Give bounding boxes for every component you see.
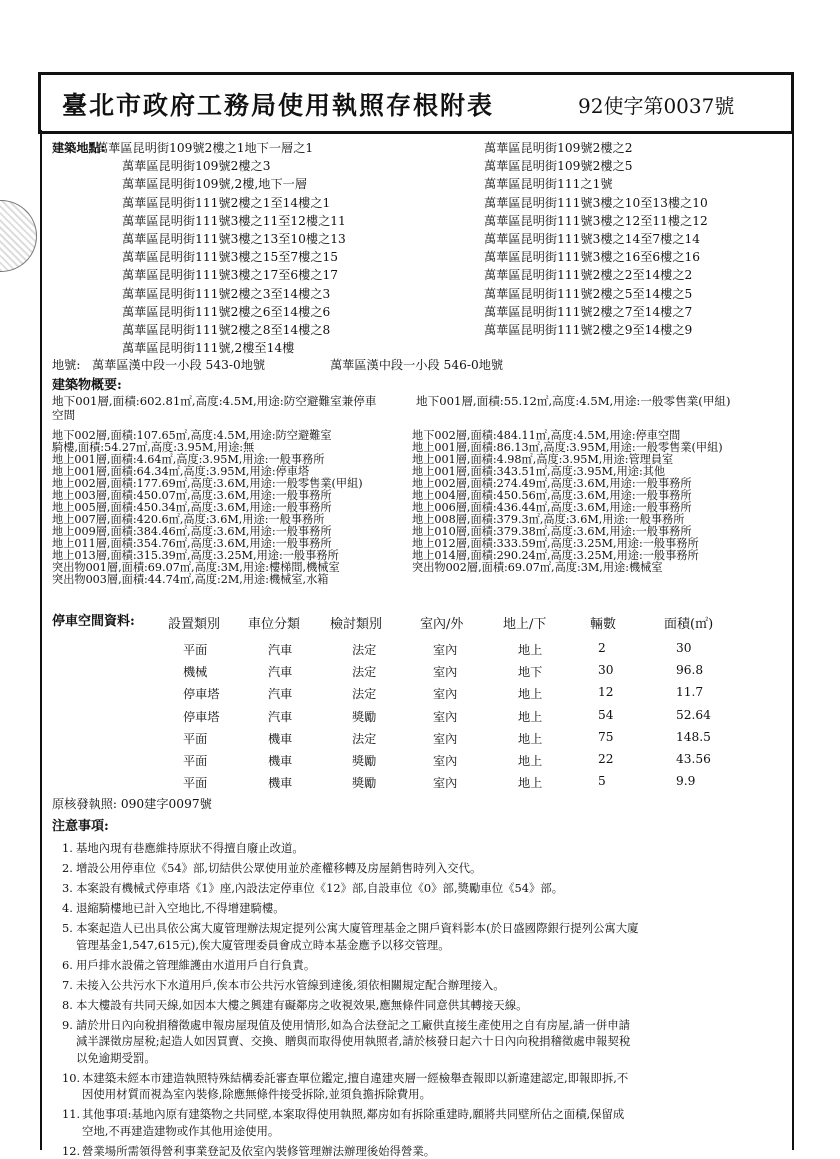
note-text-line: 其他事項:基地內原有建築物之共同壁,本案取得使用執照,鄰房如有拆除重建時,願將共同壁所佔之面積,保留成 bbox=[82, 1106, 624, 1123]
parking-cell: 2 bbox=[598, 641, 606, 655]
building-floor-entry: 地上003層,面積:450.07㎡,高度:3.6M,用途:一般事務所 bbox=[52, 490, 332, 501]
parking-cell: 96.8 bbox=[676, 663, 703, 677]
site-address: 萬華區昆明街111號3樓之11至12樓之11 bbox=[122, 212, 346, 230]
site-address: 萬華區昆明街111號3樓之10至13樓之10 bbox=[484, 194, 708, 212]
building-floor-first-left: 地下001層,面積:602.81㎡,高度:4.5M,用途:防空避難室兼停車 bbox=[52, 396, 376, 407]
parking-cell: 148.5 bbox=[676, 730, 711, 744]
note-text-line: 退縮騎樓地已計入空地比,不得增建騎樓。 bbox=[76, 900, 285, 917]
note-number: 6. bbox=[62, 957, 73, 974]
parking-cell: 停車塔 bbox=[183, 708, 220, 725]
parking-cell: 室內 bbox=[433, 663, 457, 680]
building-floor-entry: 地上013層,面積:315.39㎡,高度:3.25M,用途:一般事務所 bbox=[52, 550, 339, 561]
building-summary-label: 建築物概要: bbox=[52, 377, 122, 395]
parking-cell: 52.64 bbox=[676, 708, 711, 722]
site-address: 萬華區昆明街111號3樓之17至6樓之17 bbox=[122, 266, 338, 284]
parking-cell: 獎勵 bbox=[352, 752, 376, 769]
document-title: 臺北市政府工務局使用執照存根附表 bbox=[62, 86, 494, 122]
parking-cell: 室內 bbox=[433, 708, 457, 725]
site-address: 萬華區昆明街111號2樓之1至14樓之1 bbox=[122, 194, 330, 212]
building-floor-entry: 地下002層,面積:107.65㎡,高度:4.5M,用途:防空避難室 bbox=[52, 430, 332, 441]
note-text-line: 增設公用停車位《54》部,切結供公眾使用並於產權移轉及房屋銷售時列入交代。 bbox=[76, 860, 481, 877]
note-text-line: 以免逾期受罰。 bbox=[76, 1050, 156, 1067]
building-floor-entry: 地上001層,面積:4.64㎡,高度:3.95M,用途:一般事務所 bbox=[52, 454, 324, 465]
note-text-line: 本大樓設有共同天線,如因本大樓之興建有礙鄰房之收視效果,應無條件同意供其轉接天線。 bbox=[76, 997, 527, 1014]
site-address: 萬華區昆明街111號2樓之5至14樓之5 bbox=[484, 285, 692, 303]
parking-cell: 11.7 bbox=[676, 685, 703, 699]
original-permit: 原核發執照: 090建字0097號 bbox=[52, 795, 212, 813]
parking-cell: 室內 bbox=[433, 774, 457, 791]
parking-cell: 獎勵 bbox=[352, 708, 376, 725]
site-label: 建築地點: bbox=[52, 139, 105, 157]
title-box bbox=[38, 72, 794, 134]
lot-number-a: 萬華區漢中段一小段 543-0地號 bbox=[92, 356, 265, 374]
site-address: 萬華區昆明街109號2樓之5 bbox=[484, 157, 632, 175]
site-address: 萬華區昆明街111號2樓之2至14樓之2 bbox=[484, 266, 692, 284]
parking-cell: 平面 bbox=[183, 774, 207, 791]
parking-header-cell: 檢討類別 bbox=[330, 613, 382, 632]
parking-cell: 地上 bbox=[518, 708, 542, 725]
building-floor-entry: 地上007層,面積:420.6㎡,高度:3.6M,用途:一般事務所 bbox=[52, 514, 324, 525]
lot-number-b: 萬華區漢中段一小段 546-0地號 bbox=[330, 356, 503, 374]
parking-cell: 43.56 bbox=[676, 752, 711, 766]
site-address: 萬華區昆明街111號2樓之7至14樓之7 bbox=[484, 303, 692, 321]
note-text-line: 本案設有機械式停車塔《1》座,內設法定停車位《12》部,自設車位《0》部,獎勵車位《54》部。 bbox=[76, 880, 563, 897]
parking-header-cell: 車位分類 bbox=[248, 613, 300, 632]
note-text-line: 減半課徵房屋稅;起造人如因買賣、交換、贈與而取得使用執照者,請於核發日起六十日內向稅捐稽徵處申報契稅 bbox=[76, 1033, 630, 1050]
parking-cell: 法定 bbox=[352, 663, 376, 680]
parking-cell: 地上 bbox=[518, 774, 542, 791]
note-number: 1. bbox=[62, 840, 73, 857]
building-floor-first-left-cont: 空間 bbox=[52, 410, 75, 421]
parking-cell: 地下 bbox=[518, 663, 542, 680]
parking-header-cell: 設置類別 bbox=[168, 613, 220, 632]
building-floor-entry: 地上011層,面積:354.76㎡,高度:3.6M,用途:一般事務所 bbox=[52, 538, 332, 549]
site-address: 萬華區昆明街111號2樓之9至14樓之9 bbox=[484, 321, 692, 339]
building-floor-entry: 地上009層,面積:384.46㎡,高度:3.6M,用途:一般事務所 bbox=[52, 526, 332, 537]
note-number: 9. bbox=[62, 1017, 73, 1034]
notes-label: 注意事項: bbox=[52, 818, 109, 836]
parking-cell: 地上 bbox=[518, 730, 542, 747]
building-floor-entry: 地上001層,面積:343.51㎡,高度:3.95M,用途:其他 bbox=[412, 466, 665, 477]
building-floor-entry: 地上001層,面積:64.34㎡,高度:3.95M,用途:停車塔 bbox=[52, 466, 309, 477]
note-number: 10. bbox=[62, 1070, 80, 1087]
note-number: 4. bbox=[62, 900, 73, 917]
building-floor-entry: 騎樓,面積:54.27㎡,高度:3.95M,用途:無 bbox=[52, 442, 254, 453]
note-number: 7. bbox=[62, 977, 73, 994]
parking-cell: 獎勵 bbox=[352, 774, 376, 791]
site-address: 萬華區昆明街111號3樓之13至10樓之13 bbox=[122, 230, 346, 248]
parking-header-cell: 地上/下 bbox=[503, 613, 546, 632]
parking-cell: 54 bbox=[598, 708, 614, 722]
parking-cell: 機車 bbox=[268, 752, 292, 769]
note-text-line: 因使用材質而視為室內裝修,除應無條件接受拆除,並須負擔拆除費用。 bbox=[82, 1086, 431, 1103]
note-text-line: 營業場所需領得營利事業登記及依室內裝修管理辦法辦理後始得營業。 bbox=[82, 1143, 435, 1159]
parking-cell: 12 bbox=[598, 685, 614, 699]
building-floor-entry: 地上001層,面積:4.98㎡,高度:3.95M,用途:管理員室 bbox=[412, 454, 673, 465]
note-number: 2. bbox=[62, 860, 73, 877]
note-text-line: 管理基金1,547,615元),俟大廈管理委員會成立時本基金應予以移交管理。 bbox=[76, 937, 450, 954]
parking-cell: 地上 bbox=[518, 641, 542, 658]
site-address: 萬華區昆明街109號,2樓,地下一層 bbox=[122, 175, 307, 193]
site-address: 萬華區昆明街111之1號 bbox=[484, 175, 613, 193]
building-floor-entry: 地上006層,面積:436.44㎡,高度:3.6M,用途:一般事務所 bbox=[412, 502, 692, 513]
parking-cell: 5 bbox=[598, 774, 606, 788]
parking-cell: 30 bbox=[676, 641, 692, 655]
parking-cell: 75 bbox=[598, 730, 614, 744]
parking-header-cell: 面積(㎡) bbox=[664, 613, 713, 632]
site-address: 萬華區昆明街111號3樓之12至11樓之12 bbox=[484, 212, 708, 230]
site-address: 萬華區昆明街111號2樓之8至14樓之8 bbox=[122, 321, 330, 339]
note-number: 11. bbox=[62, 1106, 80, 1123]
note-text-line: 請於卅日內向稅捐稽徵處申報房屋現值及使用情形,如為合法登記之工廠供直接生產使用之自有房屋,請一併申請 bbox=[76, 1017, 630, 1034]
site-address: 萬華區昆明街111號3樓之15至7樓之15 bbox=[122, 248, 338, 266]
lot-label: 地號: bbox=[52, 356, 80, 374]
site-address: 萬華區昆明街111號3樓之14至7樓之14 bbox=[484, 230, 700, 248]
site-address: 萬華區昆明街111號3樓之16至6樓之16 bbox=[484, 248, 700, 266]
parking-cell: 9.9 bbox=[676, 774, 695, 788]
parking-cell: 室內 bbox=[433, 730, 457, 747]
site-address: 萬華區昆明街109號2樓之2 bbox=[484, 139, 632, 157]
parking-header-cell: 室內/外 bbox=[420, 613, 463, 632]
building-floor-entry: 地下002層,面積:484.11㎡,高度:4.5M,用途:停車空間 bbox=[412, 430, 680, 441]
note-text-line: 本建築未經本市建造執照特殊結構委託審查單位鑑定,擅自違建夾層一經檢舉查報即以新違建認定,即報即拆,不 bbox=[82, 1070, 628, 1087]
site-address: 萬華區昆明街111號2樓之6至14樓之6 bbox=[122, 303, 330, 321]
parking-header-cell: 輛數 bbox=[590, 613, 616, 632]
building-floor-entry: 突出物002層,面積:69.07㎡,高度:3M,用途:機械室 bbox=[412, 562, 663, 573]
parking-cell: 機械 bbox=[183, 663, 207, 680]
parking-cell: 平面 bbox=[183, 730, 207, 747]
note-text-line: 用戶排水設備之管理維護由水道用戶自行負責。 bbox=[76, 957, 315, 974]
parking-cell: 汽車 bbox=[268, 685, 292, 702]
site-address: 萬華區昆明街111號2樓之3至14樓之3 bbox=[122, 285, 330, 303]
note-number: 12. bbox=[62, 1143, 80, 1159]
parking-cell: 汽車 bbox=[268, 708, 292, 725]
building-floor-entry: 突出物003層,面積:44.74㎡,高度:2M,用途:機械室,水箱 bbox=[52, 574, 329, 585]
building-floor-entry: 地上010層,面積:379.38㎡,高度:3.6M,用途:一般事務所 bbox=[412, 526, 692, 537]
building-floor-entry: 地上005層,面積:450.34㎡,高度:3.6M,用途:一般事務所 bbox=[52, 502, 332, 513]
parking-label: 停車空間資料: bbox=[52, 613, 135, 631]
note-text-line: 空地,不再建造建物或作其他用途使用。 bbox=[82, 1123, 279, 1140]
building-floor-first-right: 地下001層,面積:55.12㎡,高度:4.5M,用途:一般零售業(甲組) bbox=[416, 396, 731, 407]
note-number: 8. bbox=[62, 997, 73, 1014]
building-floor-entry: 地上002層,面積:177.69㎡,高度:3.6M,用途:一般零售業(甲組) bbox=[52, 478, 363, 489]
building-floor-entry: 地上014層,面積:290.24㎡,高度:3.25M,用途:一般事務所 bbox=[412, 550, 699, 561]
note-number: 3. bbox=[62, 880, 73, 897]
building-floor-entry: 地上004層,面積:450.56㎡,高度:3.6M,用途:一般事務所 bbox=[412, 490, 692, 501]
parking-cell: 22 bbox=[598, 752, 614, 766]
parking-cell: 平面 bbox=[183, 752, 207, 769]
building-floor-entry: 地上002層,面積:274.49㎡,高度:3.6M,用途:一般事務所 bbox=[412, 478, 692, 489]
permit-number: 92使字第0037號 bbox=[578, 90, 734, 119]
parking-cell: 地上 bbox=[518, 685, 542, 702]
parking-cell: 室內 bbox=[433, 752, 457, 769]
parking-cell: 汽車 bbox=[268, 663, 292, 680]
site-address: 萬華區昆明街111號,2樓至14樓 bbox=[122, 339, 294, 357]
building-floor-entry: 地上001層,面積:86.13㎡,高度:3.95M,用途:一般零售業(甲組) bbox=[412, 442, 723, 453]
note-text-line: 本案起造人已出具依公寓大廈管理辦法規定提列公寓大廈管理基金之開戶資料影本(於日盛國際銀行提列公寓大廈 bbox=[76, 920, 639, 937]
parking-cell: 室內 bbox=[433, 685, 457, 702]
parking-cell: 法定 bbox=[352, 730, 376, 747]
parking-cell: 汽車 bbox=[268, 641, 292, 658]
parking-cell: 法定 bbox=[352, 685, 376, 702]
parking-cell: 法定 bbox=[352, 641, 376, 658]
parking-cell: 室內 bbox=[433, 641, 457, 658]
note-text-line: 基地內現有巷應維持原狀不得擅自廢止改道。 bbox=[76, 840, 304, 857]
parking-cell: 停車塔 bbox=[183, 685, 220, 702]
site-address: 萬華區昆明街109號2樓之3 bbox=[122, 157, 270, 175]
parking-cell: 機車 bbox=[268, 774, 292, 791]
parking-cell: 機車 bbox=[268, 730, 292, 747]
seal-mark bbox=[0, 200, 37, 272]
site-address: 萬華區昆明街109號2樓之1地下一層之1 bbox=[96, 139, 313, 157]
building-floor-entry: 地上008層,面積:379.3㎡,高度:3.6M,用途:一般事務所 bbox=[412, 514, 684, 525]
parking-cell: 30 bbox=[598, 663, 614, 677]
parking-cell: 平面 bbox=[183, 641, 207, 658]
note-number: 5. bbox=[62, 920, 73, 937]
building-floor-entry: 突出物001層,面積:69.07㎡,高度:3M,用途:樓梯間,機械室 bbox=[52, 562, 340, 573]
note-text-line: 未接入公共污水下水道用戶,俟本市公共污水管線到達後,須依相關規定配合辦理接入。 bbox=[76, 977, 505, 994]
parking-cell: 地上 bbox=[518, 752, 542, 769]
building-floor-entry: 地上012層,面積:333.59㎡,高度:3.25M,用途:一般事務所 bbox=[412, 538, 699, 549]
